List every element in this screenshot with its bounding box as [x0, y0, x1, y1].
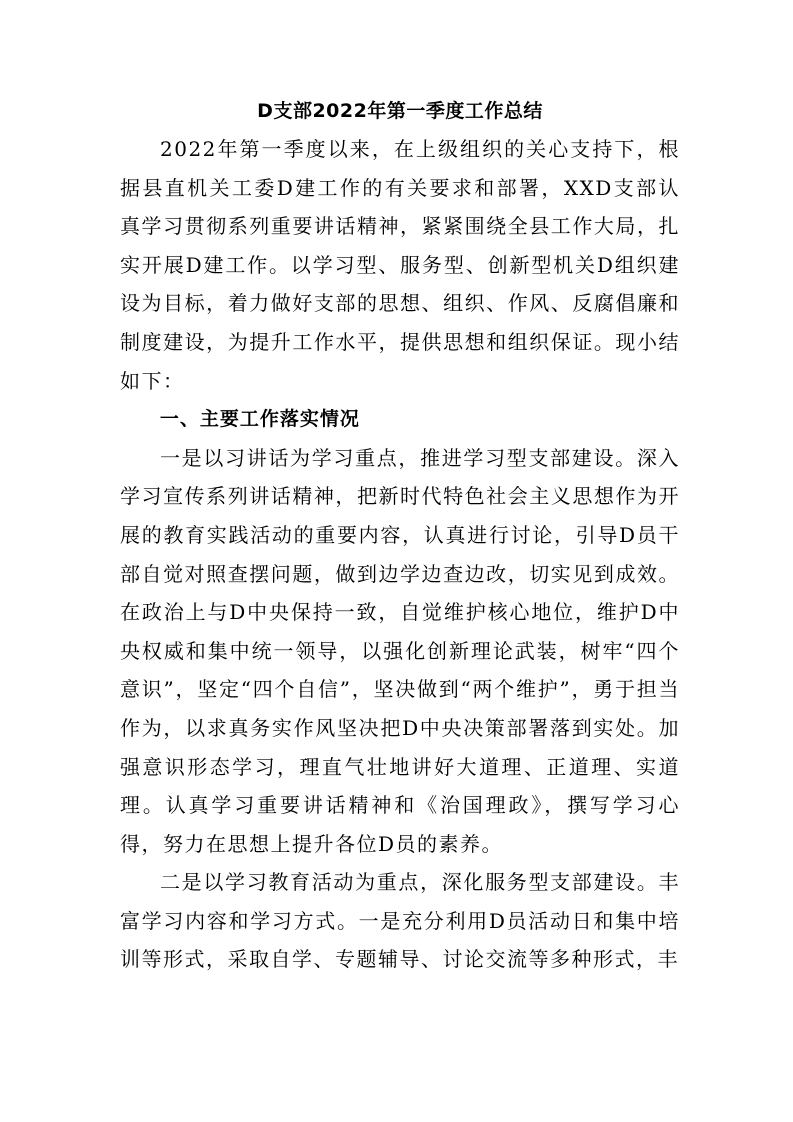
document-title: D支部2022年第一季度工作总结 [257, 100, 543, 122]
section-paragraph-2: 二是以学习教育活动为重点，深化服务型支部建设。丰富学习内容和学习方式。一是充分利用D员活动日和集中培训等形式，采取自学、专题辅导、讨论交流等多种形式，丰 [120, 870, 680, 972]
section-paragraph-1: 一是以习讲话为学习重点，推进学习型支部建设。深入学习宣传系列讲话精神，把新时代特色社会主义思想作为开展的教育实践活动的重要内容，认真进行讨论，引导D员干部自觉对照查摆问题，做到边学边查边改，切实见到成效。在政治上与D中央保持一致，自觉维护核心地位，维护D中央权威和集中统一领导，以强化创新理论武装，树牢“四个意识”，坚定“四个自信”，坚决做到“两个维护”，勇于担当作为，以求真务实作风坚决把D中央决策部署落到实处。加强意识形态学习，理直气壮地讲好大道理、正道理、实道理。认真学习重要讲话精神和《治国理政》，撰写学习心得，努力在思想上提升各位D员的素养。 [120, 445, 680, 856]
section-heading: 一、主要工作落实情况 [159, 408, 360, 431]
document-body [120, 92, 680, 979]
intro-paragraph: 2022年第一季度以来，在上级组织的关心支持下，根据县直机关工委D建工作的有关要求和部署，XXD支部认真学习贯彻系列重要讲话精神，紧紧围绕全县工作大局，扎实开展D建工作。以学习型、服务型、创新型机关D组织建设为目标，着力做好支部的思想、组织、作风、反腐倡廉和制度建设，为提升工作水平，提供思想和组织保证。现小结如下： [120, 137, 680, 393]
